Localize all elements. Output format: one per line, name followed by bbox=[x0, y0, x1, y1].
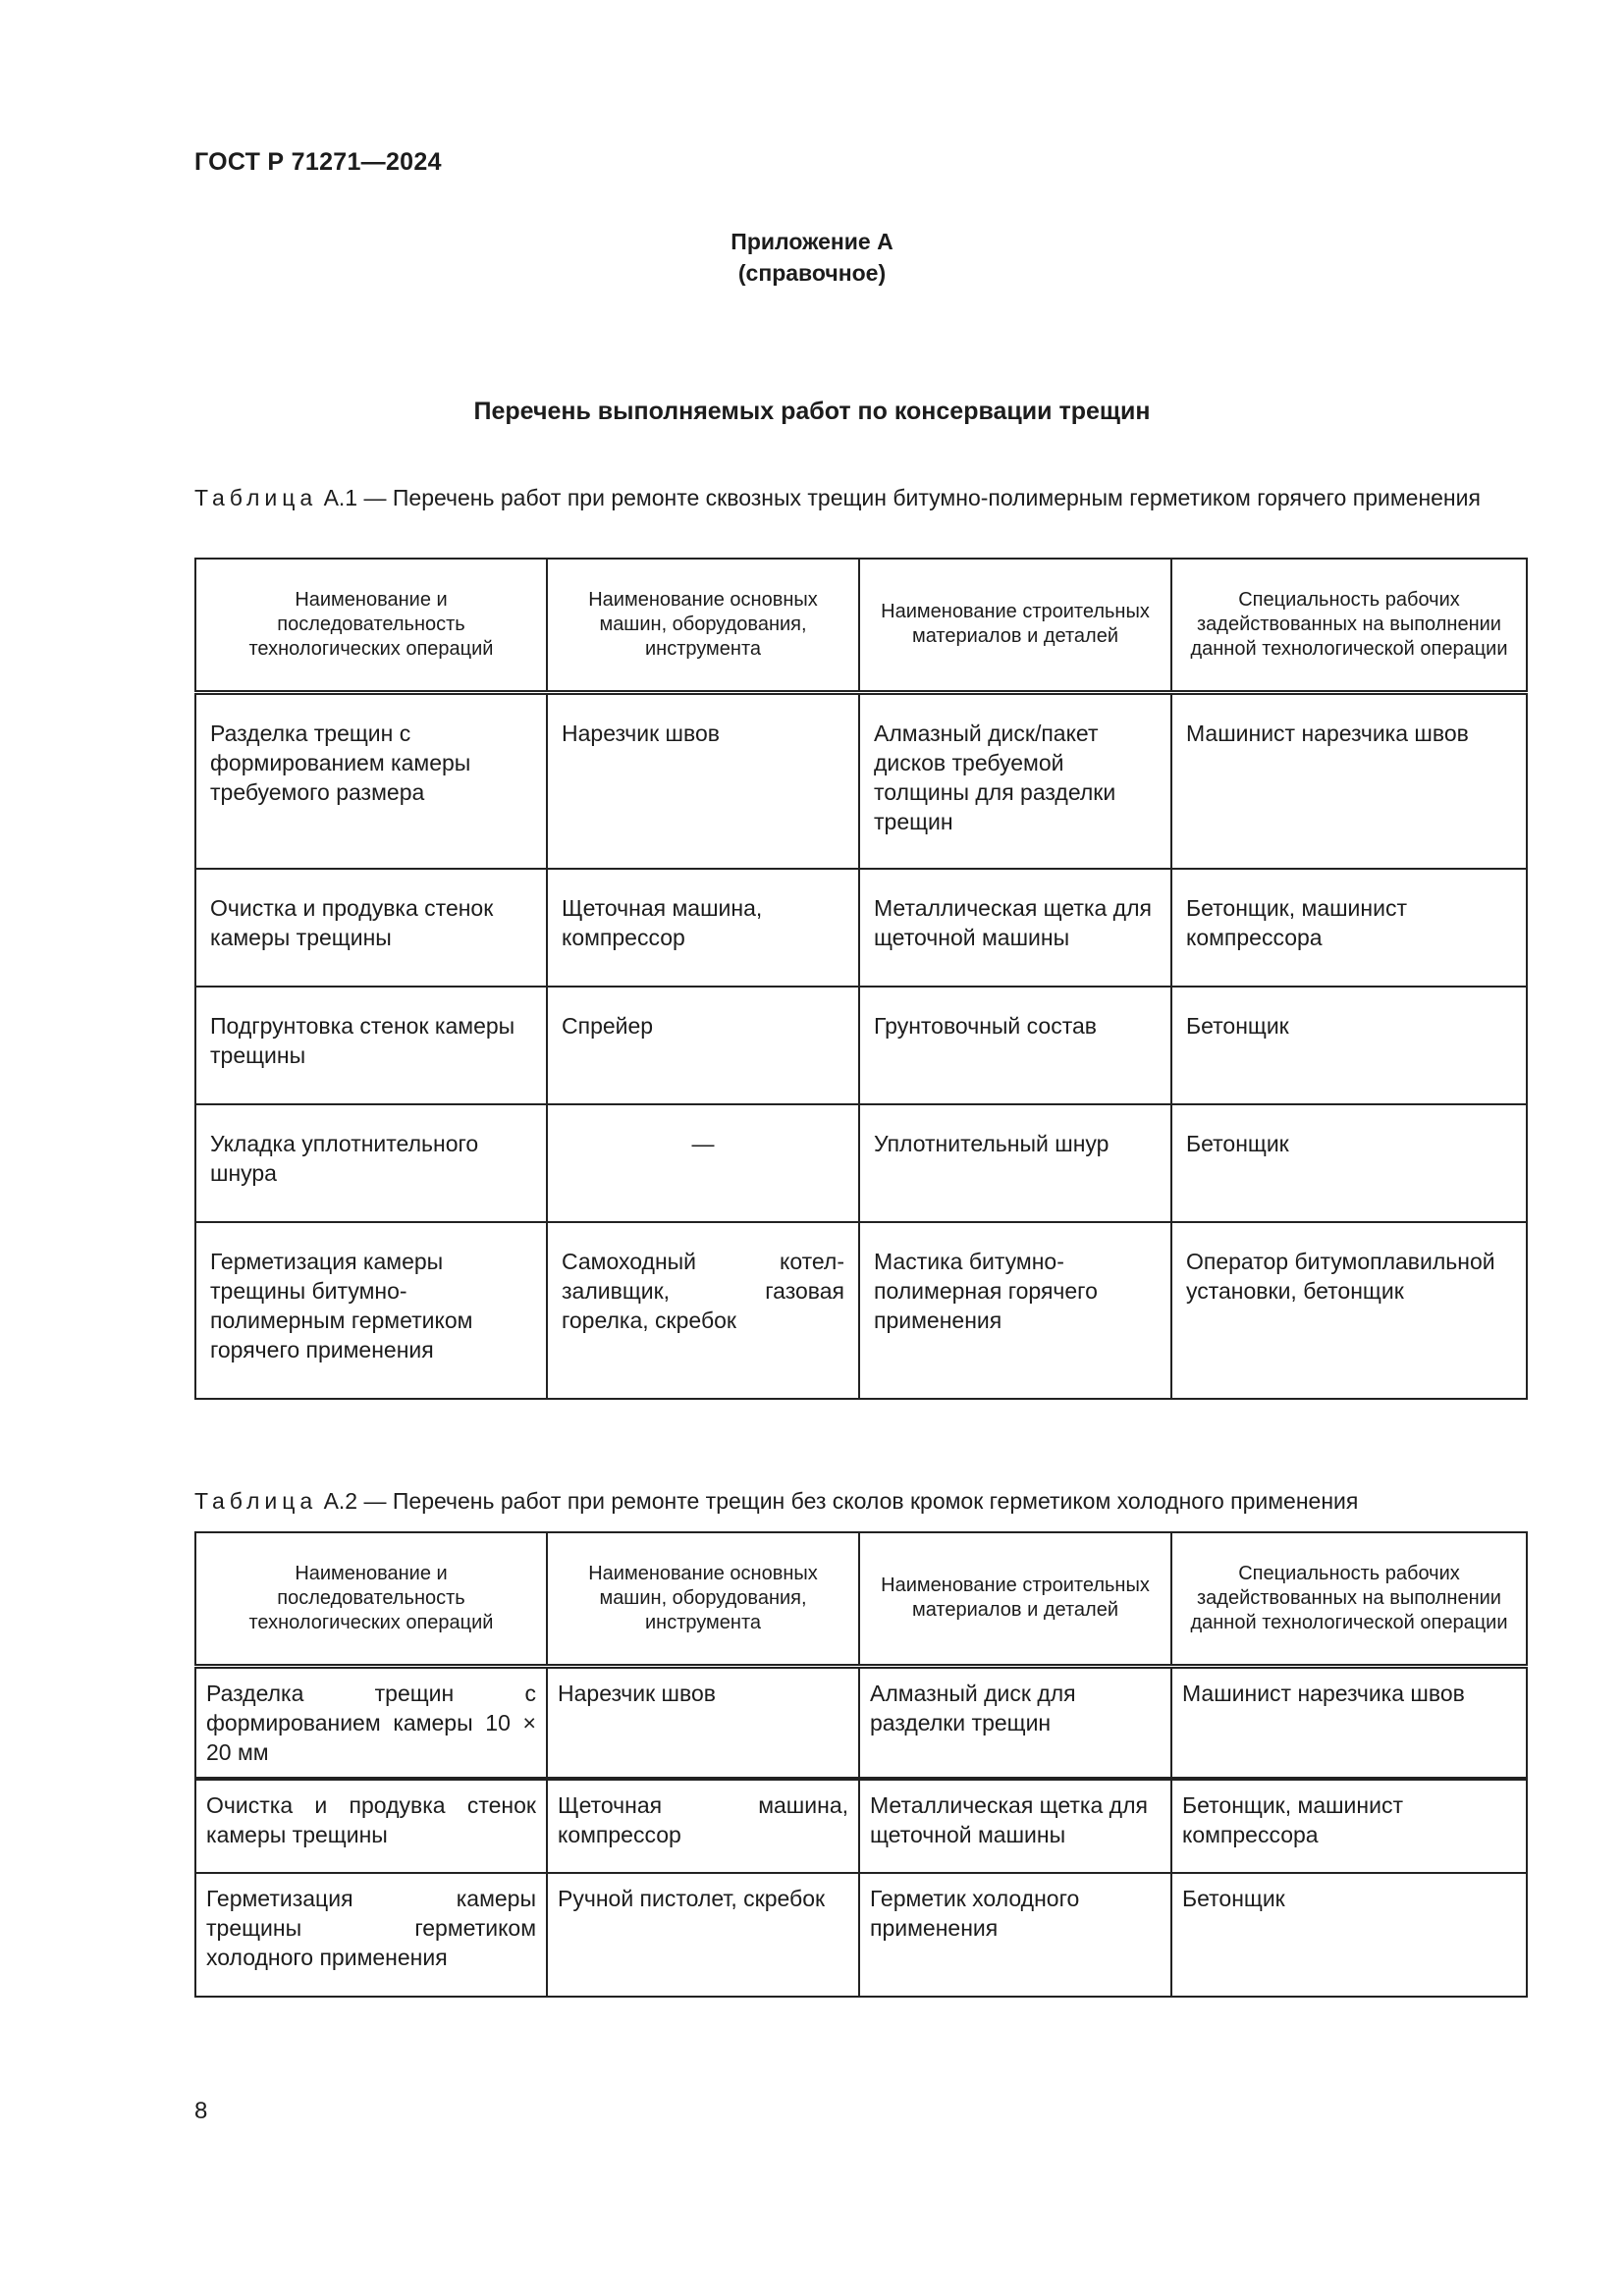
appendix-subtitle: (справочное) bbox=[737, 260, 887, 286]
table-a1 bbox=[194, 558, 1528, 1400]
table-cell: Металлическая щетка для щеточной машины bbox=[859, 869, 1171, 987]
table-cell: Герметик холодного применения bbox=[859, 1873, 1171, 1997]
table-row bbox=[195, 869, 1527, 987]
table2-header-cell: Наименование и последовательность технологических операций bbox=[195, 1532, 547, 1666]
table-cell: Самоходный котел-заливщик, газовая горелка, скребок bbox=[547, 1222, 859, 1399]
table2-header-row bbox=[195, 1532, 1527, 1666]
table-cell: Бетонщик bbox=[1171, 1873, 1527, 1997]
table2-caption-text: А.2 — Перечень работ при ремонте трещин без сколов кромок герметиком холодного применения bbox=[317, 1488, 1359, 1514]
table-cell: Оператор битумоплавильной установки, бетонщик bbox=[1171, 1222, 1527, 1399]
table-cell: Герметизация камеры трещины герметиком холодного применения bbox=[195, 1873, 547, 1997]
table-cell: Очистка и продувка стенок камеры трещины bbox=[195, 869, 547, 987]
table-cell: Спрейер bbox=[547, 987, 859, 1104]
table1-header-cell: Наименование и последовательность технологических операций bbox=[195, 559, 547, 692]
table-cell: Мастика битумно-полимерная горячего применения bbox=[859, 1222, 1171, 1399]
table-cell: Уплотнительный шнур bbox=[859, 1104, 1171, 1222]
document-code: ГОСТ Р 71271—2024 bbox=[194, 148, 442, 176]
table-cell: Бетонщик bbox=[1171, 987, 1527, 1104]
table-row bbox=[195, 1779, 1527, 1873]
table-cell: Нарезчик швов bbox=[547, 692, 859, 869]
table2-header-cell: Наименование основных машин, оборудования, инструмента bbox=[547, 1532, 859, 1666]
table2-header-cell: Специальность рабочих задействованных на выполнении данной технологической операции bbox=[1171, 1532, 1527, 1666]
table-cell: Алмазный диск для разделки трещин bbox=[859, 1666, 1171, 1779]
table-row bbox=[195, 1222, 1527, 1399]
table-cell: Разделка трещин с формированием камеры 10 × 20 мм bbox=[195, 1666, 547, 1779]
appendix-heading bbox=[0, 226, 1624, 289]
table1-header-cell: Наименование основных машин, оборудования, инструмента bbox=[547, 559, 859, 692]
table-cell: Щеточная машина, компрессор bbox=[547, 869, 859, 987]
table-cell: Щеточная машина, компрессор bbox=[547, 1779, 859, 1873]
table1-header-cell: Специальность рабочих задействованных на выполнении данной технологической операции bbox=[1171, 559, 1527, 692]
table1-header-row bbox=[195, 559, 1527, 692]
table-cell: Грунтовочный состав bbox=[859, 987, 1171, 1104]
table2-header-cell: Наименование строительных материалов и деталей bbox=[859, 1532, 1171, 1666]
table-cell: Очистка и продувка стенок камеры трещины bbox=[195, 1779, 547, 1873]
table-row bbox=[195, 1666, 1527, 1779]
section-title: Перечень выполняемых работ по консервации трещин bbox=[473, 398, 1151, 425]
table-row bbox=[195, 987, 1527, 1104]
table-cell: Алмазный диск/пакет дисков требуемой толщины для разделки трещин bbox=[859, 692, 1171, 869]
table-cell: Машинист нарезчика швов bbox=[1171, 1666, 1527, 1779]
table1-caption-label: Таблица bbox=[194, 485, 318, 510]
table-row bbox=[195, 1104, 1527, 1222]
table-cell: Металлическая щетка для щеточной машины bbox=[859, 1779, 1171, 1873]
table-row bbox=[195, 1873, 1527, 1997]
table1-header-cell: Наименование строительных материалов и деталей bbox=[859, 559, 1171, 692]
table-cell: Разделка трещин с формированием камеры требуемого размера bbox=[195, 692, 547, 869]
table-cell: — bbox=[547, 1104, 859, 1222]
table-cell: Подгрунтовка стенок камеры трещины bbox=[195, 987, 547, 1104]
table-cell: Машинист нарезчика швов bbox=[1171, 692, 1527, 869]
table-cell: Бетонщик, машинист компрессора bbox=[1171, 869, 1527, 987]
table2-caption-label: Таблица bbox=[194, 1488, 318, 1514]
table2-caption bbox=[194, 1486, 1522, 1516]
table-cell: Бетонщик bbox=[1171, 1104, 1527, 1222]
table-row bbox=[195, 692, 1527, 869]
table-cell: Бетонщик, машинист компрессора bbox=[1171, 1779, 1527, 1873]
page-number: 8 bbox=[194, 2098, 208, 2124]
table-cell: Укладка уплотнительного шнура bbox=[195, 1104, 547, 1222]
table-cell: Нарезчик швов bbox=[547, 1666, 859, 1779]
table1-caption bbox=[194, 483, 1522, 512]
table1-caption-text: А.1 — Перечень работ при ремонте сквозных трещин битумно-полимерным герметиком горячего применения bbox=[317, 485, 1481, 510]
table-cell: Ручной пистолет, скребок bbox=[547, 1873, 859, 1997]
table-a2 bbox=[194, 1531, 1528, 1998]
appendix-title: Приложение А bbox=[731, 229, 893, 254]
table-cell: Герметизация камеры трещины битумно-полимерным герметиком горячего применения bbox=[195, 1222, 547, 1399]
